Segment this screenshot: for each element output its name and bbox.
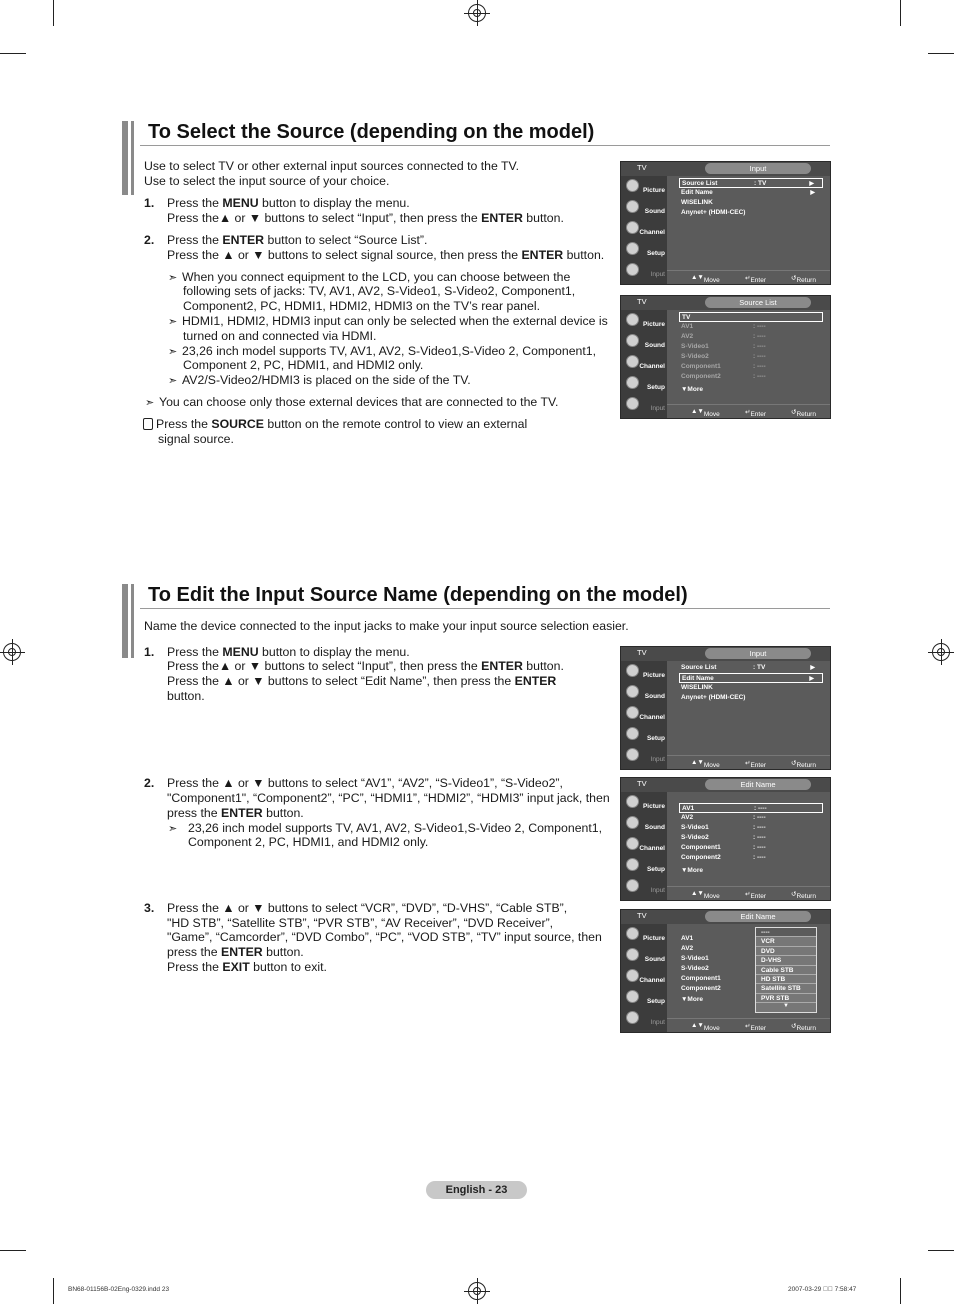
remote-icon — [143, 418, 153, 430]
note-text: Component 2, PC, HDMI1, and HDMI2 only. — [183, 358, 424, 372]
osd-edit-name-dropdown: TV Edit Name Picture Sound Channel Setup Input AV1 AV2 S-Video1 S-Video2 Component1 Component2 ▼More ---- VCR DVD D-VHS Cable STB HD STB Satellite STB PVR STB ▼ ▲▼ Move ↵ Enter ↺ Return — [620, 909, 831, 1033]
registration-mark-icon — [468, 1282, 486, 1300]
note-text: ➣ HDMI1, HDMI2, HDMI3 input can only be selected when the external device is — [168, 314, 608, 328]
crop-mark — [928, 53, 954, 54]
step-text: Press the ▲ or ▼ buttons to select “AV1”, “AV2”, “S-Video1”, “S-Video2”, — [167, 776, 563, 790]
osd-row: S-Video2 — [681, 965, 709, 972]
osd-row: AV2 : ---- — [681, 333, 766, 340]
osd-row: S-Video1 — [681, 955, 709, 962]
registration-mark-icon — [3, 643, 21, 661]
osd-more: ▼More — [681, 386, 703, 393]
page-number: English - 23 — [426, 1181, 527, 1199]
osd-title: Input — [705, 648, 811, 659]
step-text: Press the▲ or ▼ buttons to select “Input”, then press the ENTER button. — [167, 659, 564, 673]
dropdown-option: HD STB — [756, 975, 816, 984]
osd-setup-icon: Setup — [623, 375, 667, 395]
step-text: Press the▲ or ▼ buttons to select “Input”, then press the ENTER button. — [167, 211, 564, 225]
osd-picture-icon: Picture — [623, 794, 667, 814]
step-number: 1. — [144, 645, 155, 659]
step-text: Press the ▲ or ▼ buttons to select signal source, then press the ENTER button. — [167, 248, 605, 262]
step-text: Press the ▲ or ▼ buttons to select “VCR”, “DVD”, “D-VHS”, “Cable STB”, — [167, 901, 568, 915]
osd-picture-icon: Picture — [623, 926, 667, 946]
crop-mark — [0, 1250, 26, 1251]
osd-picture-icon: Picture — [623, 312, 667, 332]
note-arrow-icon: ➣ — [168, 272, 178, 284]
note-arrow-icon: ➣ — [168, 316, 178, 328]
crop-mark — [53, 1278, 54, 1304]
osd-more: ▼More — [681, 867, 703, 874]
dropdown-option: PVR STB — [756, 994, 816, 1003]
note-text: ➣ AV2/S-Video2/HDMI3 is placed on the side of the TV. — [168, 373, 471, 387]
osd-sound-icon: Sound — [623, 947, 667, 967]
note-text: Component2, PC, HDMI1, HDMI2, HDMI3 on the TV’s rear panel. — [183, 299, 540, 313]
osd-input-icon: Input — [623, 262, 667, 282]
print-slug: 2007-03-29 ￿￿ 7:58:47 — [788, 1286, 857, 1293]
osd-row: Edit Name ▶ — [681, 189, 815, 196]
osd-row: Component2 — [681, 985, 721, 992]
note-text: ➣ When you connect equipment to the LCD, you can choose between the — [168, 270, 571, 284]
osd-row: Component1 : ---- — [681, 844, 766, 851]
osd-row: WISELINK — [681, 199, 713, 206]
section-title: To Edit the Input Source Name (depending on the model) — [148, 584, 688, 606]
dropdown-option: D-VHS — [756, 956, 816, 965]
osd-row: AV2 : ---- — [681, 814, 766, 821]
note-text: ➣ You can choose only those external devices that are connected to the TV. — [145, 395, 559, 409]
osd-setup-icon: Setup — [623, 241, 667, 261]
note-text: Component 2, PC, HDMI1, and HDMI2 only. — [188, 835, 429, 849]
step-text: Press the EXIT button to exit. — [167, 960, 327, 974]
dropdown-option: ---- — [756, 928, 816, 937]
osd-channel-icon: Channel — [623, 354, 667, 374]
note-arrow-icon: ➣ — [168, 346, 178, 358]
osd-row: Source List : TV ▶ — [679, 178, 823, 188]
osd-row: Source List : TV ▶ — [681, 664, 815, 671]
osd-row: S-Video2 : ---- — [681, 834, 766, 841]
step-text: "Game”, “Camcorder”, “DVD Combo”, “PC”, “VOD STB”, “TV” input source, then — [167, 930, 602, 944]
note-arrow-icon: ➣ — [168, 823, 178, 835]
osd-row: AV2 — [681, 945, 694, 952]
crop-mark — [900, 1278, 901, 1304]
note-text: ➣ 23,26 inch model supports TV, AV1, AV2, S-Video1,S-Video 2, Component1, — [168, 344, 597, 358]
osd-title: Edit Name — [705, 911, 811, 922]
note-arrow-icon: ➣ — [168, 375, 178, 387]
note-arrow-icon: ➣ — [145, 397, 155, 409]
osd-row: TV — [679, 312, 823, 322]
osd-input-icon: Input — [623, 747, 667, 767]
dropdown-option: VCR — [756, 937, 816, 946]
osd-picture-icon: Picture — [623, 178, 667, 198]
step-text: press the ENTER button. — [167, 806, 304, 820]
dropdown-more-icon: ▼ — [783, 1003, 789, 1010]
osd-row: Component2 : ---- — [681, 373, 766, 380]
osd-row: Component1 — [681, 975, 721, 982]
dropdown-option: Satellite STB — [756, 984, 816, 993]
osd-sound-icon: Sound — [623, 684, 667, 704]
dropdown-option: DVD — [756, 947, 816, 956]
osd-row: S-Video2 : ---- — [681, 353, 766, 360]
osd-name-dropdown — [755, 927, 817, 1013]
note-text: ➣ 23,26 inch model supports TV, AV1, AV2, S-Video1,S-Video 2, Component1, — [168, 821, 603, 835]
note-text: following sets of jacks: TV, AV1, AV2, S-Video1, S-Video2, Component1, — [183, 284, 576, 298]
osd-setup-icon: Setup — [623, 726, 667, 746]
osd-more: ▼More — [681, 996, 703, 1003]
osd-row: Component1 : ---- — [681, 363, 766, 370]
remote-tip: signal source. — [158, 432, 234, 446]
osd-channel-icon: Channel — [623, 705, 667, 725]
osd-row: WISELINK — [681, 684, 713, 691]
osd-row: AV1 — [681, 935, 694, 942]
crop-mark — [900, 0, 901, 26]
step-number: 2. — [144, 776, 155, 790]
osd-title: Source List — [705, 297, 811, 308]
osd-source-list: TV Source List Picture Sound Channel Setup Input TV AV1 : ---- AV2 : ---- S-Video1 : ---- S-Video2 : ---- Component1 : ---- Component2 : ---- ▼More ▲▼ Move ↵ Enter ↺ Return — [620, 295, 831, 419]
step-text: button. — [167, 689, 205, 703]
osd-title: Input — [705, 163, 811, 174]
intro-text: Use to select the input source of your choice. — [144, 174, 390, 188]
registration-mark-icon — [468, 4, 486, 22]
osd-sound-icon: Sound — [623, 199, 667, 219]
osd-sound-icon: Sound — [623, 333, 667, 353]
step-text: Press the MENU button to display the menu. — [167, 196, 410, 210]
crop-mark — [0, 53, 26, 54]
step-number: 3. — [144, 901, 155, 915]
osd-input-icon: Input — [623, 878, 667, 898]
osd-row: AV1 : ---- — [681, 323, 766, 330]
crop-mark — [928, 1250, 954, 1251]
osd-setup-icon: Setup — [623, 989, 667, 1009]
step-number: 1. — [144, 196, 155, 210]
osd-title: Edit Name — [705, 779, 811, 790]
osd-row: Component2 : ---- — [681, 854, 766, 861]
osd-row: AV1 : ---- — [679, 803, 823, 813]
intro-text: Use to select TV or other external input sources connected to the TV. — [144, 159, 520, 173]
osd-setup-icon: Setup — [623, 857, 667, 877]
step-text: Press the ▲ or ▼ buttons to select “Edit Name”, then press the ENTER — [167, 674, 557, 688]
osd-row: Edit Name ▶ — [679, 673, 823, 683]
step-text: press the ENTER button. — [167, 945, 304, 959]
osd-row: S-Video1 : ---- — [681, 343, 766, 350]
osd-input-menu: TV Input Picture Sound Channel Setup Input Source List : TV ▶ Edit Name ▶ WISELINK Anynet+ (HDMI-CEC) ▲▼ Move ↵ Enter ↺ Return — [620, 161, 831, 285]
step-text: "HD STB”, “Satellite STB”, “PVR STB”, “AV Receiver”, “DVD Receiver”, — [167, 916, 554, 930]
osd-row: S-Video1 : ---- — [681, 824, 766, 831]
remote-tip: Press the SOURCE button on the remote control to view an external — [143, 417, 527, 432]
crop-mark — [53, 0, 54, 26]
step-text: Press the ENTER button to select “Source List”. — [167, 233, 428, 247]
osd-row: Anynet+ (HDMI-CEC) — [681, 209, 746, 216]
osd-picture-icon: Picture — [623, 663, 667, 683]
osd-input-icon: Input — [623, 1010, 667, 1030]
osd-input-icon: Input — [623, 396, 667, 416]
osd-edit-name: TV Edit Name Picture Sound Channel Setup Input AV1 : ---- AV2 : ---- S-Video1 : ---- S-Video2 : ---- Component1 : ---- Component2 : ---- ▼More ▲▼ Move ↵ Enter ↺ Return — [620, 777, 831, 901]
osd-channel-icon: Channel — [623, 836, 667, 856]
section-title: To Select the Source (depending on the model) — [148, 121, 595, 143]
step-number: 2. — [144, 233, 155, 247]
osd-input-menu: TV Input Picture Sound Channel Setup Input Source List : TV ▶ Edit Name ▶ WISELINK Anynet+ (HDMI-CEC) ▲▼ Move ↵ Enter ↺ Return — [620, 646, 831, 770]
registration-mark-icon — [932, 643, 950, 661]
dropdown-option: Cable STB — [756, 966, 816, 975]
step-text: Press the MENU button to display the menu. — [167, 645, 410, 659]
osd-row: Anynet+ (HDMI-CEC) — [681, 694, 746, 701]
print-slug: BN68-01156B-02Eng-0329.indd 23 — [68, 1286, 170, 1293]
note-text: turned on and connected via HDMI. — [183, 329, 377, 343]
step-text: "Component1", “Component2”, “PC”, “HDMI1”, “HDMI2”, “HDMI3” input jack, then — [167, 791, 610, 805]
osd-channel-icon: Channel — [623, 968, 667, 988]
osd-sound-icon: Sound — [623, 815, 667, 835]
intro-text: Name the device connected to the input jacks to make your input source selection easier. — [144, 619, 629, 633]
osd-channel-icon: Channel — [623, 220, 667, 240]
